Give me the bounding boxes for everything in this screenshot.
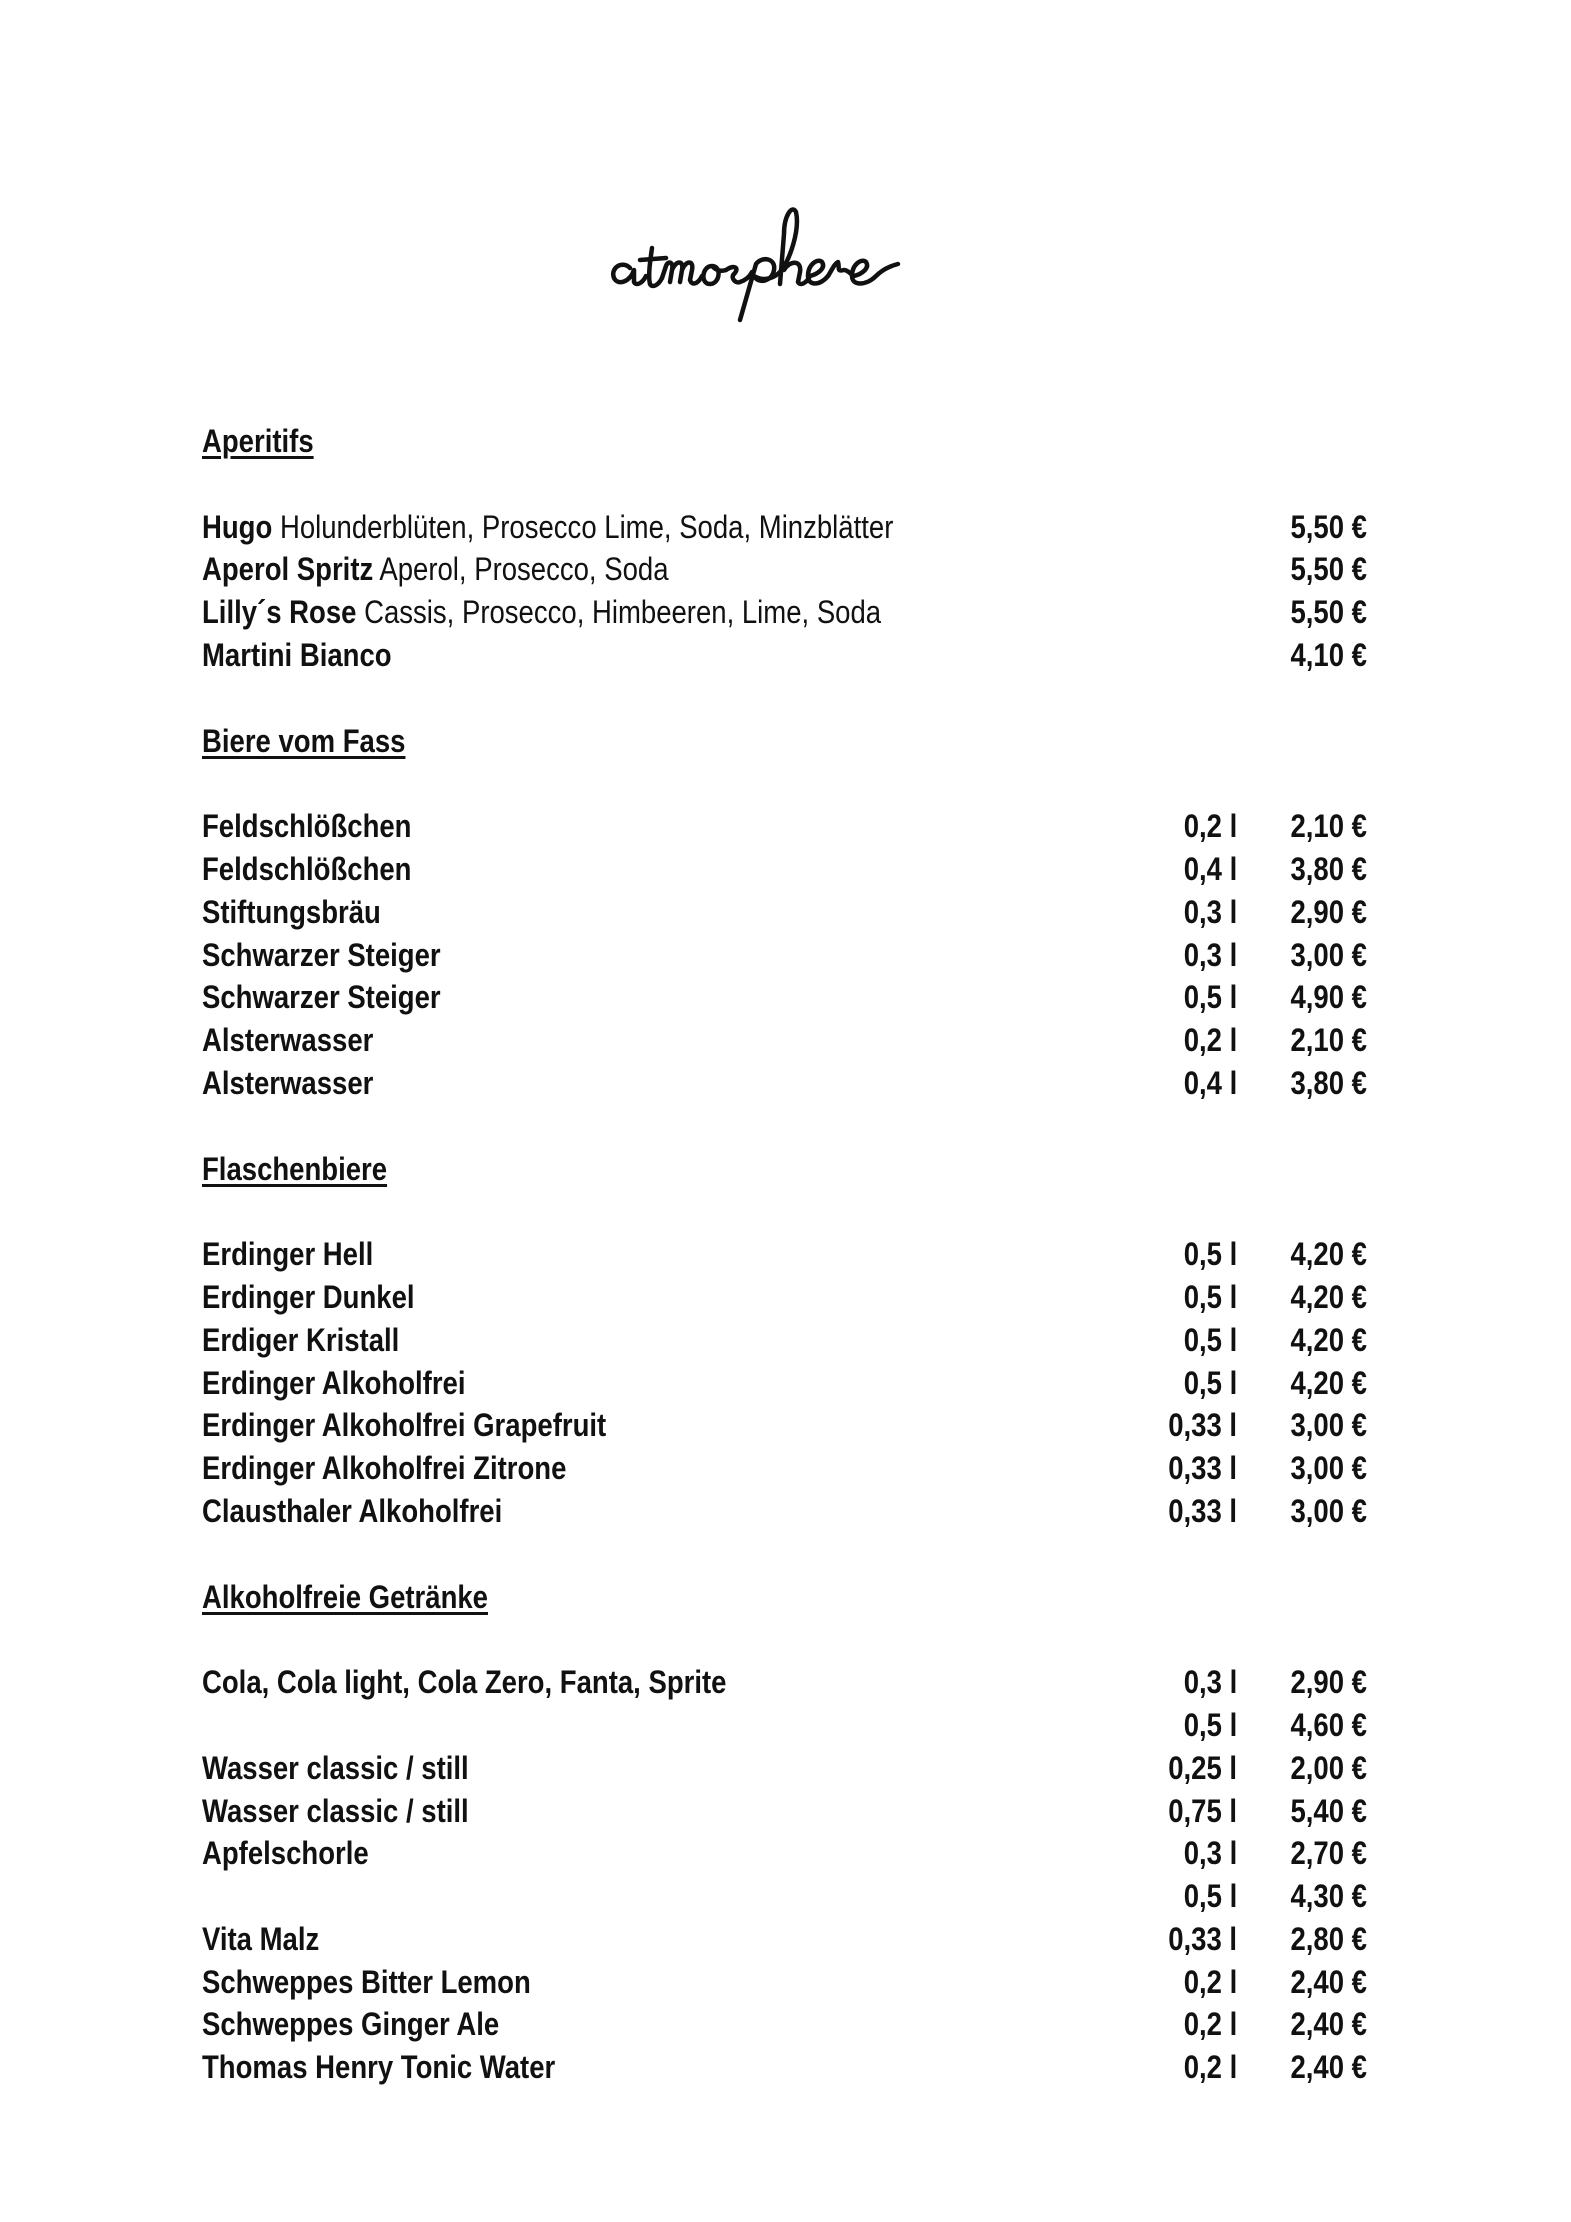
menu-item-name [202,591,881,634]
item-description: Aperol, Prosecco, Soda [373,551,669,588]
item-volume: 0,2 l [1183,2006,1237,2043]
section-heading-row [202,720,1367,763]
menu-item-row [202,1918,1367,1961]
menu-item-name [202,1832,369,1875]
menu-item-name [202,1062,373,1105]
menu-item-name [202,1918,319,1961]
item-title: Erdinger Alkoholfrei Zitrone [202,1450,567,1487]
section-heading-row [202,1148,1367,1191]
menu-item-row [202,634,1367,677]
menu-item-name [202,805,411,848]
menu-item-row [202,1875,1367,1918]
item-price: 2,40 € [1290,1963,1367,2000]
item-price: 5,50 € [1290,508,1367,545]
menu-item-name [202,2046,555,2089]
item-price: 2,40 € [1290,2006,1367,2043]
item-price: 3,80 € [1290,1064,1367,1101]
menu-item-name [202,1233,373,1276]
menu-item-name [202,1661,726,1704]
item-title: Vita Malz [202,1920,320,1957]
menu-item-row [202,1062,1367,1105]
item-price: 2,00 € [1290,1749,1367,1786]
item-title: Wasser classic / still [202,1749,469,1786]
menu-item-name [202,1490,502,1533]
item-price: 4,60 € [1290,1706,1367,1743]
item-price: 3,00 € [1290,1492,1367,1529]
menu-item-name [202,934,441,977]
item-price: 5,40 € [1290,1792,1367,1829]
item-price: 5,50 € [1290,551,1367,588]
item-volume: 0,33 l [1168,1407,1237,1444]
item-price: 2,10 € [1290,808,1367,845]
item-volume: 0,75 l [1168,1792,1237,1829]
menu-item-name [202,976,441,1019]
atmosphere-logo [600,190,980,330]
menu-item-name [202,2003,499,2046]
item-price: 4,10 € [1290,636,1367,673]
item-title: Erdinger Alkoholfrei [202,1364,466,1401]
item-volume: 0,25 l [1168,1749,1237,1786]
section-spacer [202,762,1367,805]
item-title: Lilly´s Rose [202,594,357,631]
section-title: Alkoholfreie Getränke [202,1578,488,1615]
section-spacer [202,1190,1367,1233]
item-description: Cassis, Prosecco, Himbeeren, Lime, Soda [356,594,882,631]
menu-item-row [202,2003,1367,2046]
item-title: Clausthaler Alkoholfrei [202,1492,503,1529]
section-spacer [202,677,1367,720]
menu-item-row [202,848,1367,891]
item-volume: 0,5 l [1183,979,1237,1016]
menu-item-row [202,506,1367,549]
item-price: 3,00 € [1290,1450,1367,1487]
item-title: Stiftungsbräu [202,893,381,930]
menu-item-row [202,548,1367,591]
item-volume: 0,33 l [1168,1920,1237,1957]
item-title: Hugo [202,508,273,545]
section-title: Aperitifs [202,423,314,459]
item-description: Holunderblüten, Prosecco Lime, Soda, Minzblätter [272,508,894,545]
menu-item-row [202,1447,1367,1490]
menu-item-name [202,1276,415,1319]
menu-item-row [202,1276,1367,1319]
menu-item-row [202,805,1367,848]
item-volume: 0,5 l [1183,1706,1237,1743]
item-title: Feldschlößchen [202,808,412,845]
item-price: 3,00 € [1290,1407,1367,1444]
item-title: Cola, Cola light, Cola Zero, Fanta, Sprite [202,1664,727,1701]
item-volume: 0,2 l [1183,1963,1237,2000]
item-title: Schwarzer Steiger [202,936,441,973]
item-volume: 0,2 l [1183,2049,1237,2086]
item-volume: 0,3 l [1183,1664,1237,1701]
item-price: 4,90 € [1290,979,1367,1016]
item-price: 2,90 € [1290,1664,1367,1701]
menu-item-name [202,891,381,934]
item-title: Martini Bianco [202,636,392,673]
menu-item-row [202,591,1367,634]
item-volume: 0,5 l [1183,1236,1237,1273]
item-title: Schwarzer Steiger [202,979,441,1016]
item-volume: 0,33 l [1168,1492,1237,1529]
menu-item-row [202,1019,1367,1062]
section-title: Flaschenbiere [202,1150,388,1187]
item-price: 4,30 € [1290,1878,1367,1915]
section-spacer [202,1618,1367,1661]
menu-item-name [202,1404,606,1447]
menu-item-row [202,976,1367,1019]
item-title: Feldschlößchen [202,850,412,887]
item-title: Erdinger Dunkel [202,1278,415,1315]
menu-item-row [202,1961,1367,2004]
menu-item-row [202,1661,1367,1704]
item-title: Erdiger Kristall [202,1321,400,1358]
menu-item-row [202,1790,1367,1833]
menu-item-name [202,1362,466,1405]
item-price: 3,80 € [1290,850,1367,887]
item-title: Wasser classic / still [202,1792,469,1829]
menu-item-row [202,934,1367,977]
item-title: Apfelschorle [202,1835,369,1872]
item-price: 4,20 € [1290,1236,1367,1273]
menu-item-name [202,1019,373,1062]
item-price: 2,40 € [1290,2049,1367,2086]
item-price: 2,10 € [1290,1022,1367,1059]
section-spacer [202,1533,1367,1576]
item-price: 5,50 € [1290,594,1367,631]
item-price: 2,90 € [1290,893,1367,930]
item-price: 4,20 € [1290,1278,1367,1315]
menu-item-name [202,1790,469,1833]
menu-item-row [202,1233,1367,1276]
section-heading-row [202,420,1367,463]
menu-item-name [202,1447,566,1490]
menu-item-row [202,1362,1367,1405]
atmosphere-script-logo-icon [600,190,980,330]
item-volume: 0,5 l [1183,1364,1237,1401]
menu-item-name [202,1319,399,1362]
menu-item-row [202,1404,1367,1447]
item-title: Alsterwasser [202,1022,374,1059]
item-volume: 0,3 l [1183,1835,1237,1872]
item-title: Erdinger Hell [202,1236,374,1273]
menu-item-row [202,891,1367,934]
section-heading-row [202,1576,1367,1619]
item-volume: 0,4 l [1183,1064,1237,1101]
item-volume: 0,33 l [1168,1450,1237,1487]
item-volume: 0,2 l [1183,808,1237,845]
item-price: 2,80 € [1290,1920,1367,1957]
menu-item-name [202,1961,531,2004]
menu-item-name [202,506,893,549]
section-title: Biere vom Fass [202,722,406,759]
section-spacer [202,1105,1367,1148]
menu-item-row [202,2046,1367,2089]
menu-item-name [202,848,411,891]
item-price: 3,00 € [1290,936,1367,973]
item-volume: 0,3 l [1183,893,1237,930]
item-title: Schweppes Ginger Ale [202,2006,500,2043]
item-volume: 0,5 l [1183,1878,1237,1915]
item-price: 4,20 € [1290,1321,1367,1358]
item-title: Erdinger Alkoholfrei Grapefruit [202,1407,607,1444]
menu-item-row [202,1747,1367,1790]
item-price: 2,70 € [1290,1835,1367,1872]
menu-item-row [202,1832,1367,1875]
item-volume: 0,3 l [1183,936,1237,973]
item-title: Schweppes Bitter Lemon [202,1963,531,2000]
item-volume: 0,5 l [1183,1321,1237,1358]
menu-item-name [202,548,668,591]
item-title: Aperol Spritz [202,551,374,588]
menu-item-row [202,1319,1367,1362]
item-title: Alsterwasser [202,1064,374,1101]
menu-item-row [202,1704,1367,1747]
menu-content [202,420,1367,2089]
item-title: Thomas Henry Tonic Water [202,2049,556,2086]
item-volume: 0,4 l [1183,850,1237,887]
item-volume: 0,2 l [1183,1022,1237,1059]
menu-item-row [202,1490,1367,1533]
menu-item-name [202,634,392,677]
menu-item-name [202,1747,469,1790]
section-spacer [202,463,1367,506]
item-price: 4,20 € [1290,1364,1367,1401]
item-volume: 0,5 l [1183,1278,1237,1315]
